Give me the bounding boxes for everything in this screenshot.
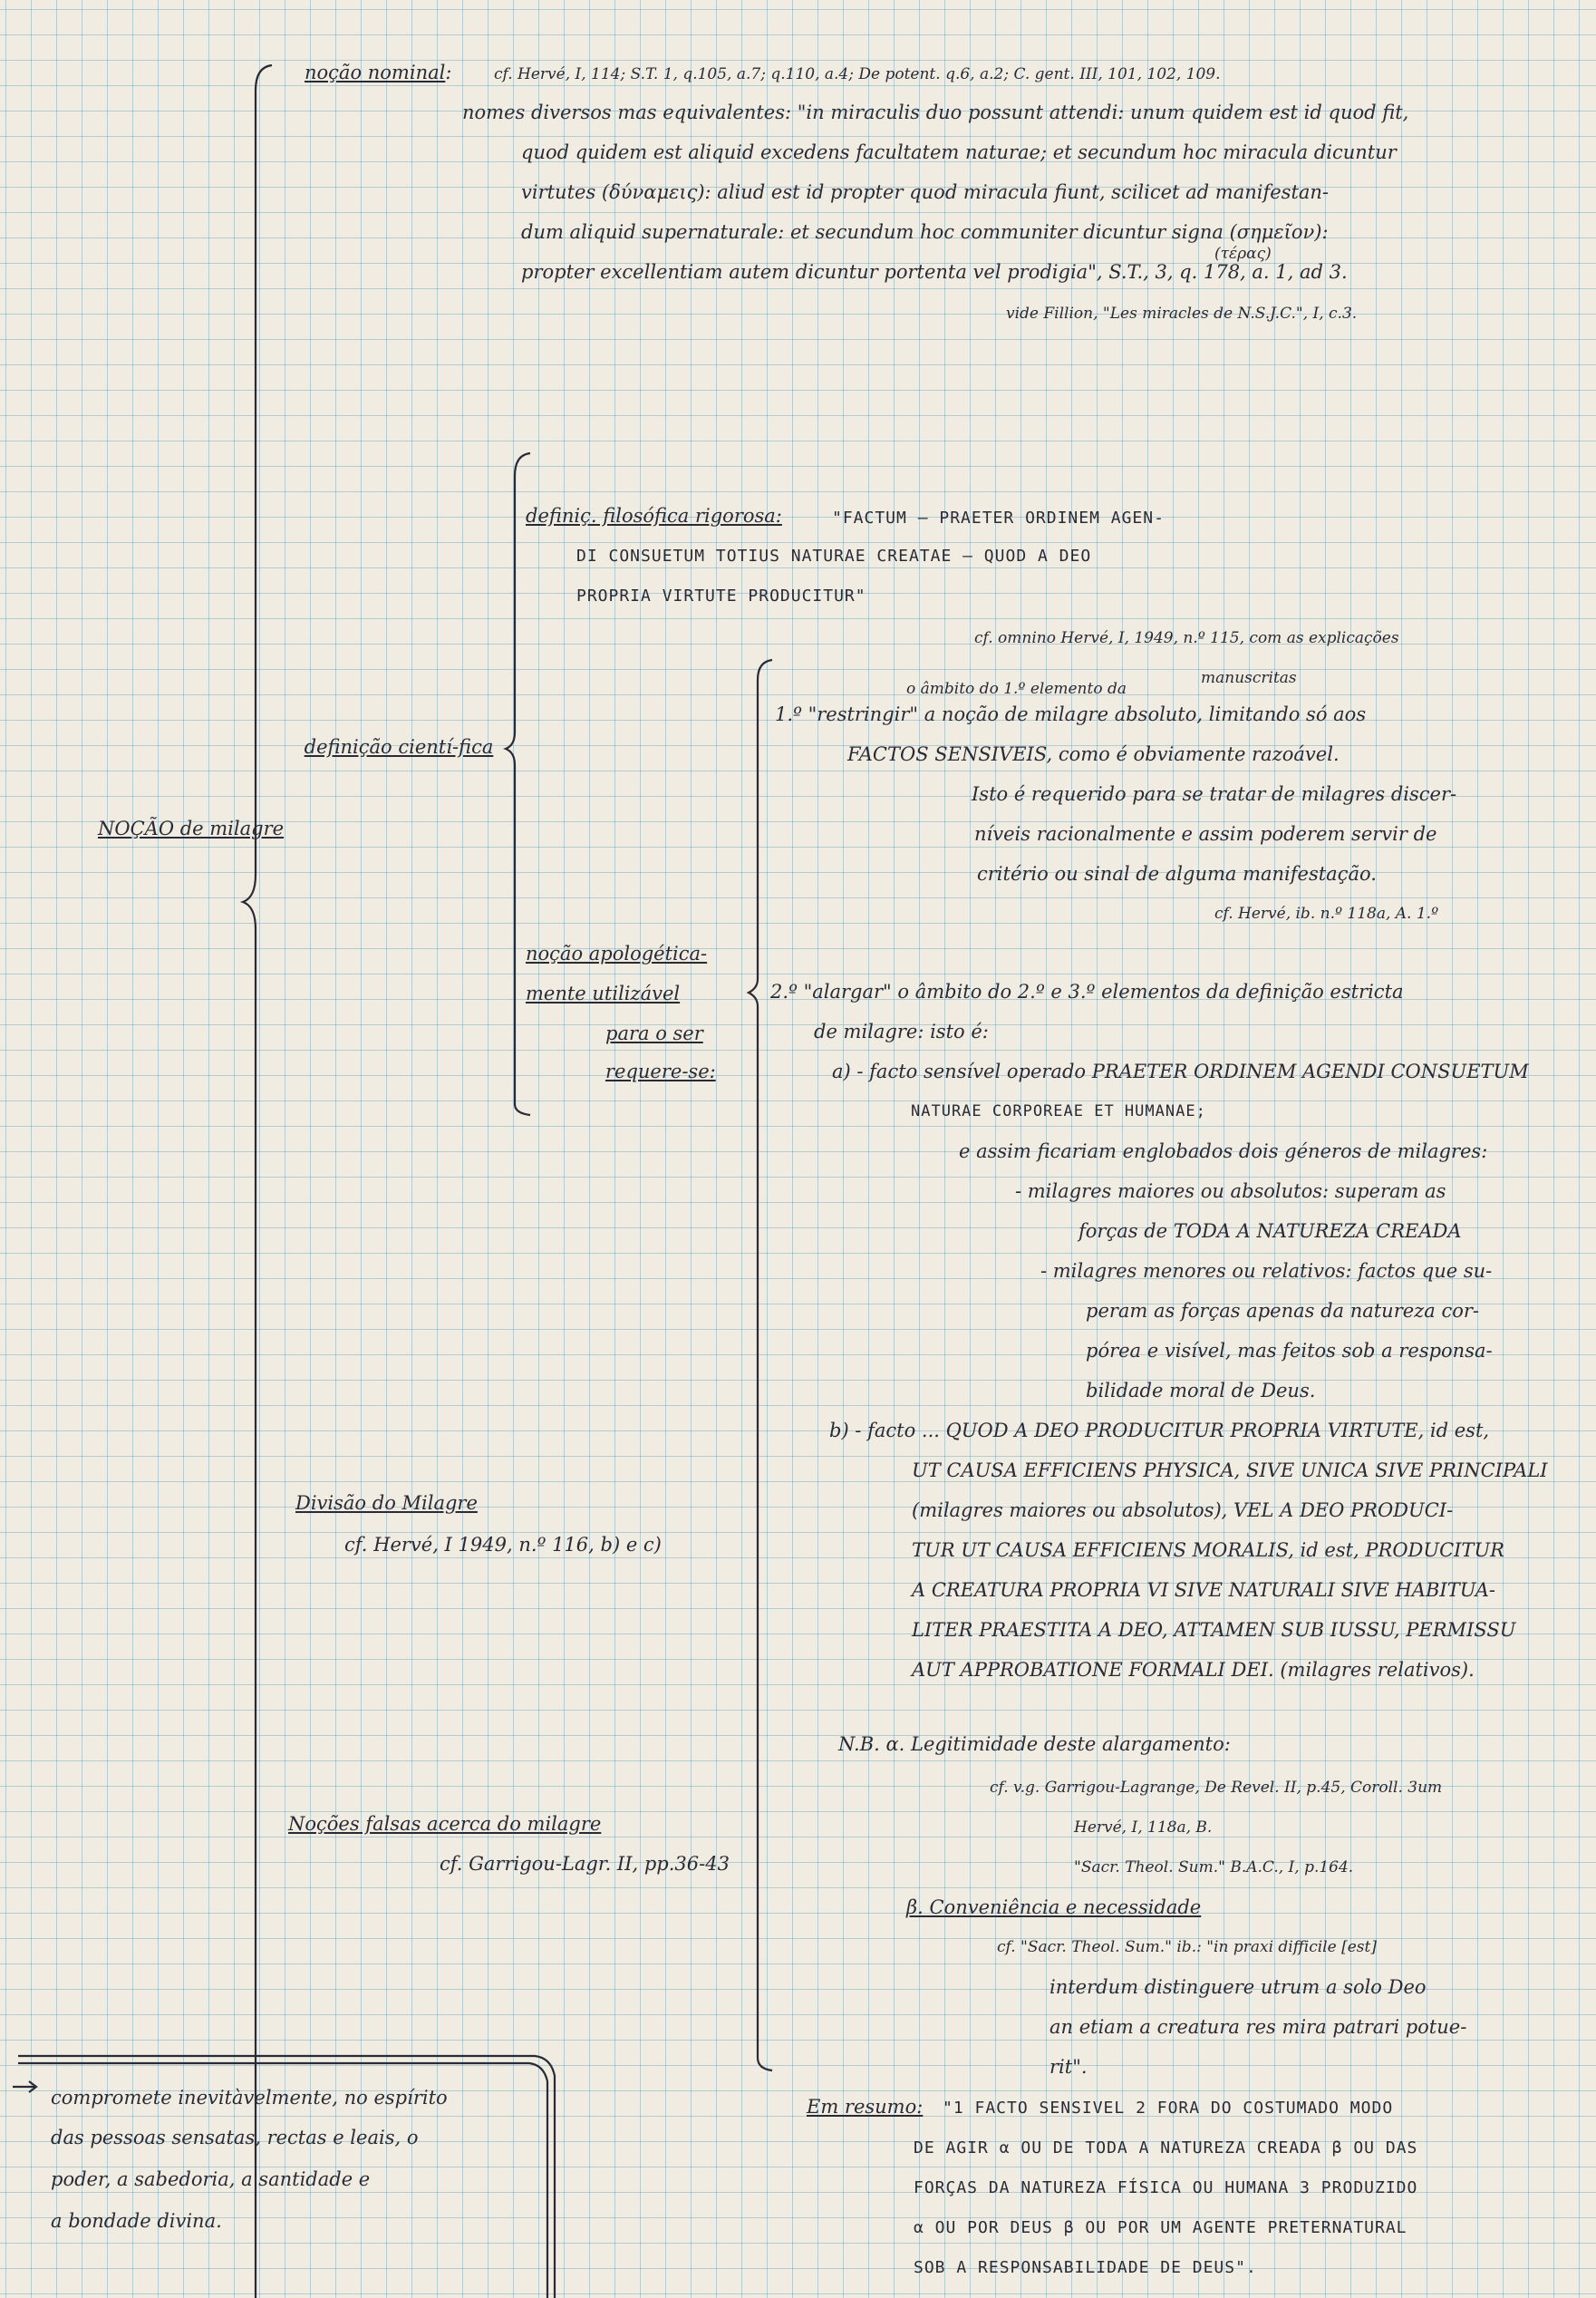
alargar-line-4: NATURAE CORPOREAE ET HUMANAE; bbox=[911, 1102, 1206, 1120]
nominal-refs: cf. Hervé, I, 114; S.T. 1, q.105, a.7; q.110, a.4; De potent. q.6, a.2; C. gent. III, 101, 102, 109. bbox=[494, 65, 1221, 83]
alargar-line-7: forças de TODA A NATUREZA CREADA bbox=[1079, 1220, 1462, 1242]
nb-line-4: "Sacr. Theol. Sum." B.A.C., I, p.164. bbox=[1074, 1858, 1354, 1876]
nb-line-7: interdum distinguere utrum a solo Deo bbox=[1049, 1976, 1427, 1998]
alargar-line-18: AUT APPROBATIONE FORMALI DEI. (milagres relativos). bbox=[912, 1659, 1475, 1681]
apologetica-label-2: mente utilizável bbox=[526, 983, 681, 1004]
apologetica-label-1: noção apologética- bbox=[526, 943, 708, 965]
box-line-3: poder, a sabedoria, a santidade e bbox=[51, 2168, 371, 2190]
nocoes-falsas-ref: cf. Garrigou-Lagr. II, pp.36-43 bbox=[440, 1853, 730, 1875]
restringir-line-1: 1.º "restringir" a noção de milagre absoluto, limitando só aos bbox=[775, 703, 1367, 725]
restringir-line-6: cf. Hervé, ib. n.º 118a, A. 1.º bbox=[1214, 905, 1439, 923]
teras-annotation: (τέρας) bbox=[1214, 245, 1272, 263]
alargar-line-16: A CREATURA PROPRIA VI SIVE NATURALI SIVE HABITUA- bbox=[912, 1579, 1496, 1601]
filosofica-line-1: "FACTUM — PRAETER ORDINEM AGEN- bbox=[832, 509, 1165, 528]
alargar-line-8: - milagres menores ou relativos: factos que su- bbox=[1040, 1260, 1493, 1282]
divisao-ref: cf. Hervé, I 1949, n.º 116, b) e c) bbox=[344, 1534, 662, 1556]
resumo-line-4: α OU POR DEUS β OU POR UM AGENTE PRETERNATURAL bbox=[914, 2218, 1407, 2237]
divisao-label: Divisão do Milagre bbox=[295, 1492, 478, 1514]
nominal-line-3: virtutes (δύναμεις): aliud est id propter quod miracula fiunt, scilicet ad manifestan- bbox=[521, 181, 1330, 203]
alargar-line-13: UT CAUSA EFFICIENS PHYSICA, SIVE UNICA SIVE PRINCIPALI bbox=[912, 1459, 1548, 1481]
fillion-ref: vide Fillion, "Les miracles de N.S.J.C.", I, c.3. bbox=[1006, 305, 1358, 323]
alargar-line-1: 2.º "alargar" o âmbito do 2.º e 3.º elementos da definição estricta bbox=[770, 981, 1404, 1003]
main-label-line1: NOÇÃO de milagre bbox=[98, 818, 285, 839]
definicao-brace bbox=[506, 453, 530, 1115]
filosofica-ref-2: manuscritas bbox=[1201, 669, 1297, 687]
alargar-line-6: - milagres maiores ou absolutos: superam as bbox=[1015, 1180, 1446, 1202]
nb-line-8: an etiam a creatura res mira patrari potue- bbox=[1049, 2016, 1467, 2038]
restringir-line-5: critério ou sinal de alguma manifestação. bbox=[977, 863, 1377, 885]
filosofica-line-2: DI CONSUETUM TOTIUS NATURAE CREATAE — QUOD A DEO bbox=[576, 547, 1092, 566]
resumo-line-5: SOB A RESPONSABILIDADE DE DEUS". bbox=[914, 2258, 1257, 2277]
nb-line-6: cf. "Sacr. Theol. Sum." ib.: "in praxi difficile [est] bbox=[997, 1938, 1377, 1956]
nocoes-falsas-label: Noções falsas acerca do milagre bbox=[288, 1813, 602, 1835]
main-brace bbox=[243, 65, 272, 2298]
restringir-annotation: o âmbito do 1.º elemento da bbox=[906, 680, 1127, 698]
resumo-line-2: DE AGIR α OU DE TODA A NATUREZA CREADA β OU DAS bbox=[914, 2138, 1418, 2157]
restringir-line-3: Isto é requerido para se tratar de milagres discer- bbox=[972, 783, 1457, 805]
alargar-line-5: e assim ficariam englobados dois géneros de milagres: bbox=[959, 1140, 1488, 1162]
alargar-line-17: LITER PRAESTITA A DEO, ATTAMEN SUB IUSSU, PERMISSU bbox=[912, 1619, 1516, 1641]
nominal-line-5: propter excellentiam autem dicuntur portenta vel prodigia", S.T., 3, q. 178, a. 1, ad 3. bbox=[521, 261, 1348, 283]
filosofica-label: definiç. filosófica rigorosa: bbox=[526, 505, 782, 527]
resumo-label: Em resumo: bbox=[807, 2096, 924, 2118]
nb-line-3: Hervé, I, 118a, B. bbox=[1074, 1818, 1213, 1837]
nb-line-2: cf. v.g. Garrigou-Lagrange, De Revel. II, p.45, Coroll. 3um bbox=[990, 1779, 1443, 1797]
filosofica-ref-1: cf. omnino Hervé, I, 1949, n.º 115, com as explicações bbox=[974, 629, 1399, 647]
alargar-line-11: bilidade moral de Deus. bbox=[1086, 1380, 1316, 1401]
alargar-line-10: pórea e visível, mas feitos sob a responsa- bbox=[1086, 1340, 1493, 1362]
inner-brace bbox=[749, 660, 772, 2070]
box-line-1: compromete inevitàvelmente, no espírito bbox=[51, 2087, 448, 2109]
apologetica-label-4: requere-se: bbox=[605, 1061, 716, 1082]
box-line-4: a bondade divina. bbox=[51, 2210, 222, 2232]
nb-line-1: N.B. α. Legitimidade deste alargamento: bbox=[838, 1733, 1231, 1755]
alargar-line-2: de milagre: isto é: bbox=[814, 1021, 989, 1042]
filosofica-line-3: PROPRIA VIRTUTE PRODUCITUR" bbox=[576, 587, 866, 606]
definicao-cientifica-label: definição cientí-fica bbox=[304, 736, 494, 758]
resumo-line-3: FORÇAS DA NATUREZA FÍSICA OU HUMANA 3 PRODUZIDO bbox=[914, 2178, 1418, 2197]
nominal-line-2: quod quidem est aliquid excedens facultatem naturae; et secundum hoc miracula dicuntur bbox=[521, 141, 1397, 163]
alargar-line-9: peram as forças apenas da natureza cor- bbox=[1086, 1300, 1479, 1322]
restringir-line-2: FACTOS SENSIVEIS, como é obviamente razoável. bbox=[847, 743, 1340, 765]
nb-line-5: β. Conveniência e necessidade bbox=[906, 1896, 1202, 1918]
apologetica-label-3: para o ser bbox=[605, 1023, 703, 1044]
nominal-label: noção nominal: bbox=[305, 62, 452, 83]
resumo-line-1: "1 FACTO SENSIVEL 2 FORA DO COSTUMADO MODO bbox=[943, 2099, 1394, 2118]
box-line-2: das pessoas sensatas, rectas e leais, o bbox=[51, 2127, 419, 2148]
alargar-line-14: (milagres maiores ou absolutos), VEL A DEO PRODUCI- bbox=[912, 1499, 1454, 1521]
restringir-line-4: níveis racionalmente e assim poderem servir de bbox=[974, 823, 1437, 845]
nominal-line-4: dum aliquid supernaturale: et secundum hoc communiter dicuntur signa (σημεῖον): bbox=[521, 221, 1329, 243]
alargar-line-15: TUR UT CAUSA EFFICIENS MORALIS, id est, PRODUCITUR bbox=[912, 1539, 1504, 1561]
alargar-line-12: b) - facto ... QUOD A DEO PRODUCITUR PROPRIA VIRTUTE, id est, bbox=[829, 1420, 1490, 1441]
nb-line-9: rit". bbox=[1049, 2056, 1088, 2078]
nominal-line-1: nomes diversos mas equivalentes: "in miraculis duo possunt attendi: unum quidem est id quod fit, bbox=[462, 102, 1409, 123]
alargar-line-3: a) - facto sensível operado PRAETER ORDINEM AGENDI CONSUETUM bbox=[832, 1061, 1529, 1082]
